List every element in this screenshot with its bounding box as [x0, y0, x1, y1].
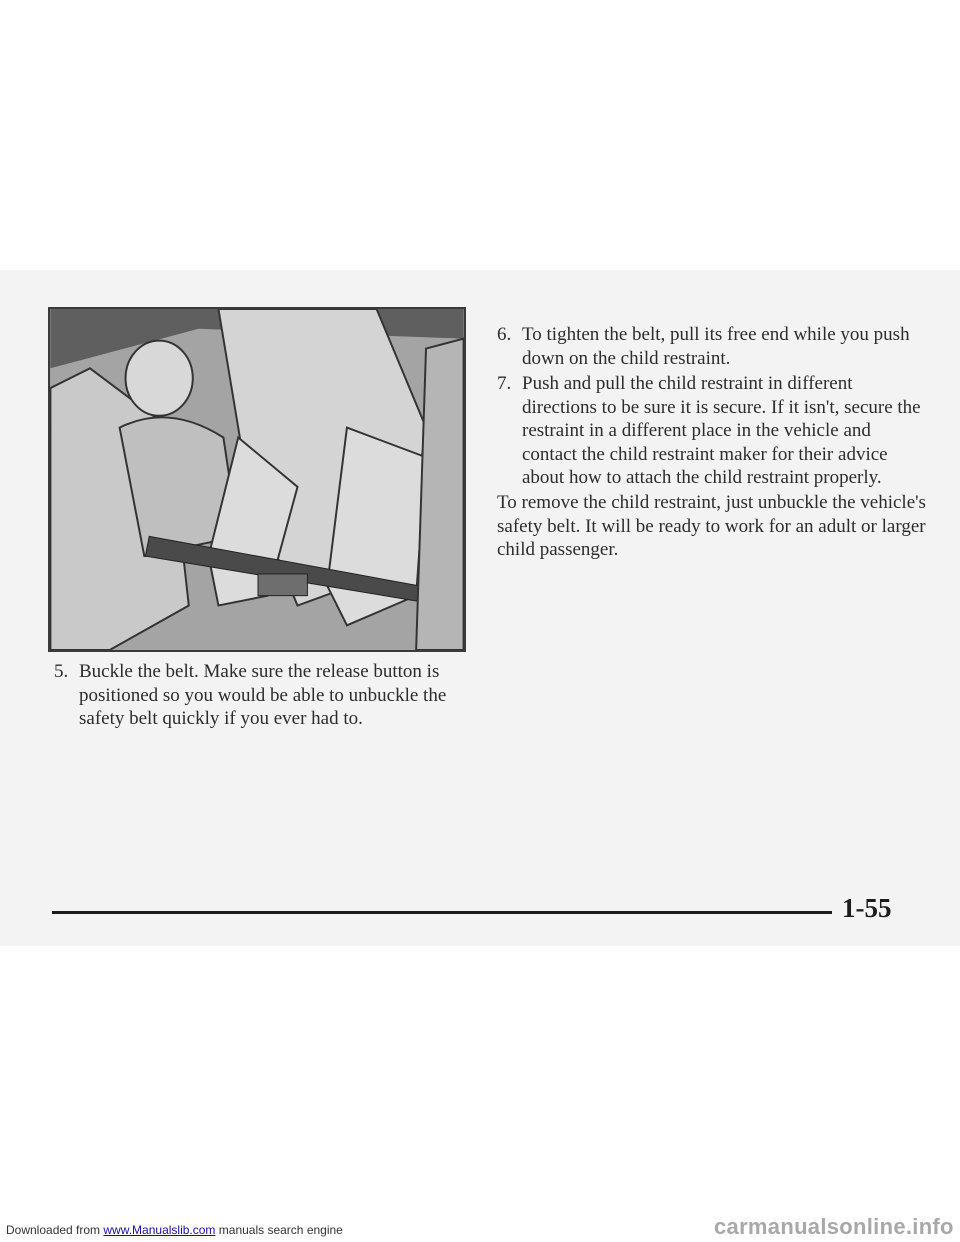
step-text: To tighten the belt, pull its free end while you push down on the child restraint. — [522, 324, 910, 369]
watermark-prefix: Downloaded from — [6, 1223, 104, 1237]
page-number: 1-55 — [842, 893, 892, 923]
illustration-drawing — [50, 309, 464, 650]
step-5 — [54, 660, 474, 731]
watermark-suffix: manuals search engine — [215, 1223, 343, 1237]
manualslib-link[interactable]: www.Manualslib.com — [103, 1223, 216, 1237]
step-6 — [497, 323, 927, 370]
remove-restraint-paragraph: To remove the child restraint, just unbuckle the vehicle's safety belt. It will be ready to work for an adult or larger child passenger. — [497, 492, 926, 560]
step-number: 6. — [497, 324, 512, 345]
step-text: Push and pull the child restraint in different directions to be sure it is secure. If it isn't, secure the restraint in a different place in the vehicle and contact the child restraint maker for their advice about how to attach the child restraint properly. — [522, 373, 921, 488]
step-text: Buckle the belt. Make sure the release button is positioned so you would be able to unbuckle the safety belt quickly if you ever had to. — [79, 661, 447, 729]
step-7 — [497, 372, 927, 490]
step-number: 7. — [497, 373, 512, 394]
step-number: 5. — [54, 661, 69, 682]
download-watermark — [6, 1223, 343, 1237]
site-logo: carmanualsonline.info — [714, 1214, 954, 1239]
child-restraint-illustration — [48, 307, 466, 652]
footer-rule — [52, 911, 832, 914]
